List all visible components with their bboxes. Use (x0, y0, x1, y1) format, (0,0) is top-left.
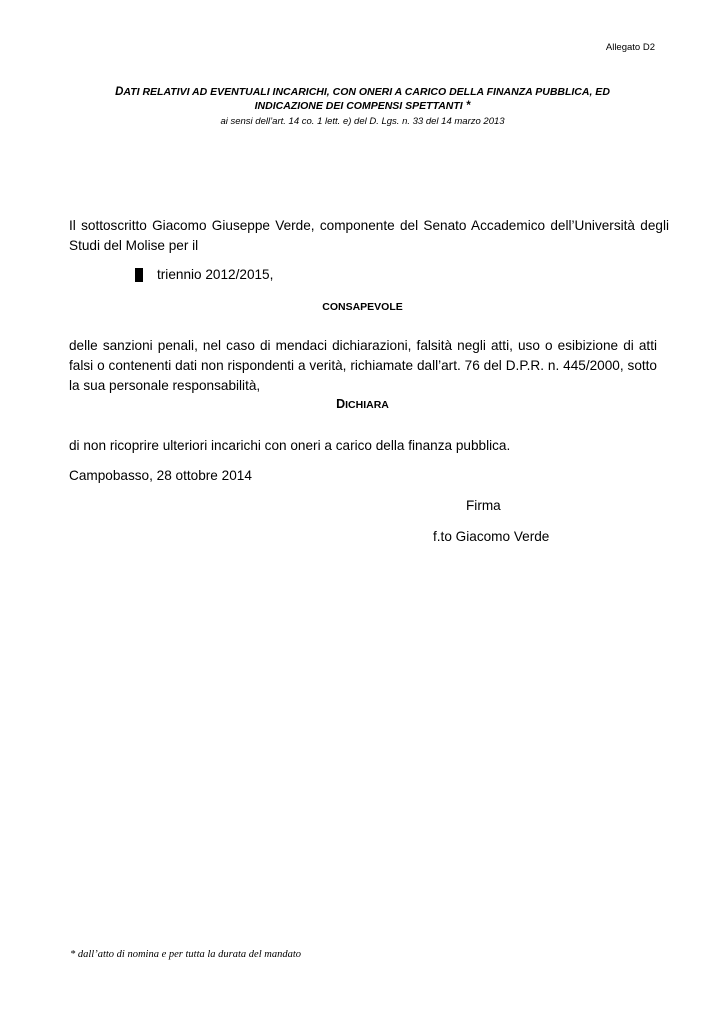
signature-name: f.to Giacomo Verde (433, 529, 550, 544)
document-title-line-1 (0, 86, 725, 98)
dichiara-initial: D (336, 397, 346, 411)
title-line-2-text: INDICAZIONE DEI COMPENSI SPETTANTI (254, 100, 463, 112)
attachment-label: Allegato D2 (605, 42, 655, 53)
consapevole-heading: CONSAPEVOLE (322, 301, 403, 313)
dichiara-rest: ICHIARA (345, 399, 389, 411)
footnote: * dall’atto di nomina e per tutta la durata del mandato (70, 949, 301, 960)
period-checkbox-row (135, 265, 273, 285)
declarant-paragraph: Il sottoscritto Giacomo Giuseppe Verde, componente del Senato Accademico dell’Università degli Studi del Molise per il (69, 218, 669, 253)
title-initial: D (115, 86, 124, 98)
checked-box-icon (135, 268, 143, 282)
dichiara-heading (0, 397, 725, 411)
declaration-statement: di non ricoprire ulteriori incarichi con oneri a carico della finanza pubblica. (69, 438, 511, 453)
title-rest: ATI RELATIVI AD EVENTUALI INCARICHI, CON ONERI A CARICO DELLA FINANZA PUBBLICA, ED (123, 86, 610, 98)
title-asterisk: * (462, 100, 471, 112)
period-label: triennio 2012/2015, (157, 267, 274, 282)
legal-reference-subtitle: ai sensi dell’art. 14 co. 1 lett. e) del D. Lgs. n. 33 del 14 marzo 2013 (220, 116, 505, 127)
place-and-date: Campobasso, 28 ottobre 2014 (69, 468, 252, 483)
signature-label: Firma (466, 498, 501, 513)
document-title-line-2 (0, 100, 725, 112)
sanctions-paragraph: delle sanzioni penali, nel caso di mendaci dichiarazioni, falsità negli atti, uso o esibizione di atti falsi o contenenti dati non rispondenti a verità, richiamate dall’art. 76 del D.P.R. n. 445/2000, sotto la sua personale responsabilità, (69, 338, 657, 393)
